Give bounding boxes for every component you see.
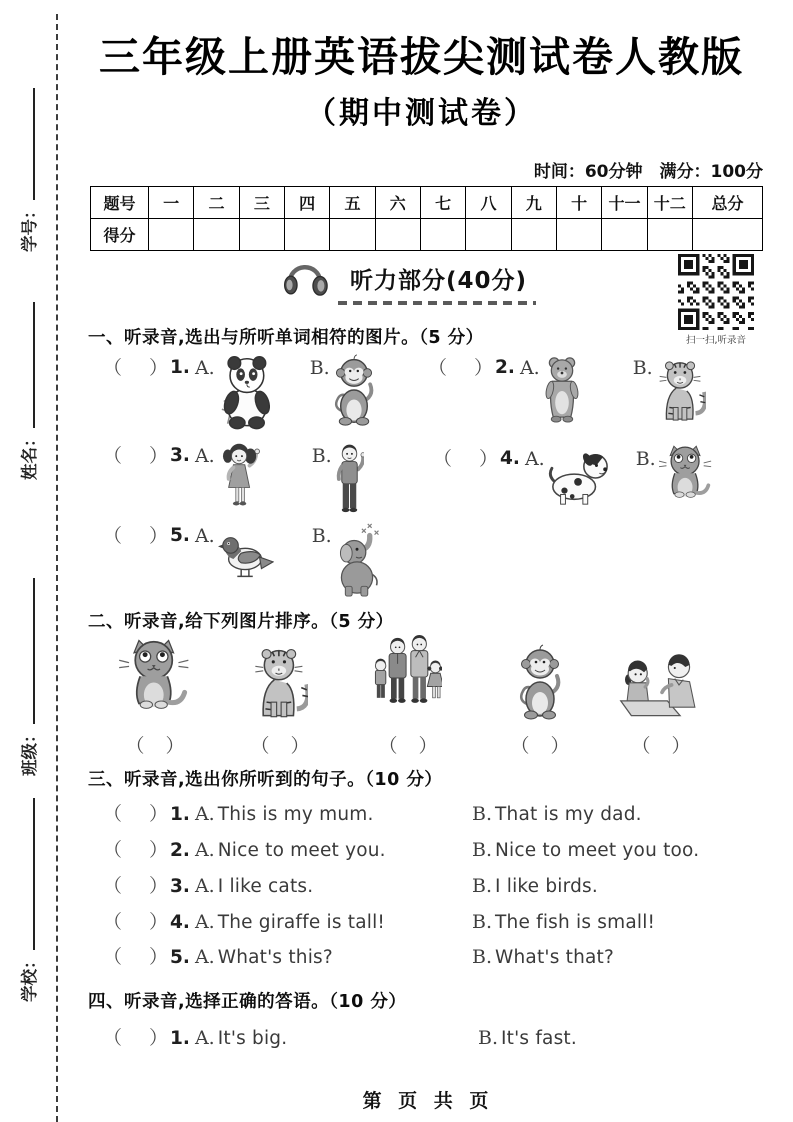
cat-image [115, 638, 195, 722]
question-item-2 [428, 352, 706, 423]
option-a-label: A. [519, 357, 540, 379]
sentence-item-5-a: （ ） 5. A. What's this? [103, 946, 333, 968]
sequence-figure-tiger [245, 640, 315, 758]
boy-image [335, 440, 364, 516]
answer-bracket-open: （ [428, 357, 448, 379]
score-col: 八 [466, 187, 511, 219]
score-cell [239, 219, 284, 251]
score-table [90, 186, 763, 251]
answer-bracket-close: ） [149, 357, 169, 379]
score-col: 十二 [647, 187, 692, 219]
section-2-title: 二、听录音,给下列图片排序。（5 分） [88, 612, 394, 632]
answer-bracket-open: （ [103, 525, 123, 547]
score-cell [149, 219, 194, 251]
score-col: 一 [149, 187, 194, 219]
reply-item-1-a: （ ） 1. A. It's big. [103, 1027, 288, 1049]
answer-bracket-close: ） [149, 445, 169, 467]
score-col: 二 [194, 187, 239, 219]
sequence-figure-talking-kids [615, 640, 707, 758]
panda-image [218, 352, 270, 430]
sentence-item-1-a: （ ） 1. A. This is my mum. [103, 803, 374, 825]
score-cell [375, 219, 420, 251]
monkey-image [333, 352, 375, 428]
sentence-item-4-b: B. The fish is small! [472, 911, 656, 933]
question-number: 3. [170, 445, 190, 466]
binding-dashed-line [56, 14, 58, 1122]
exam-meta: 时间：60分钟 满分：100分 [533, 162, 763, 182]
score-cell [420, 219, 465, 251]
score-cell [466, 219, 511, 251]
school-blank-line [33, 799, 35, 951]
student-name-field [16, 303, 40, 481]
score-table-score-row [91, 219, 763, 251]
answer-bracket-close: ） [149, 525, 169, 547]
listening-title-underline [338, 301, 536, 305]
question-number: 4. [500, 448, 520, 469]
sequence-figure-family [368, 640, 448, 758]
score-cell [330, 219, 375, 251]
score-col: 十 [556, 187, 601, 219]
option-a-label: A. [194, 445, 215, 467]
score-col: 四 [284, 187, 329, 219]
reply-item-1-b: B. It's fast. [478, 1027, 577, 1049]
question-item-5 [103, 520, 381, 598]
sequence-bracket: （ ） [510, 735, 570, 757]
score-col: 五 [330, 187, 375, 219]
option-b-label: B. [311, 525, 332, 547]
sentence-item-2-b: B. Nice to meet you too. [472, 839, 700, 861]
option-b-label: B. [309, 357, 330, 379]
sentence-item-3-b: B. I like birds. [472, 875, 598, 897]
score-row-label: 得分 [91, 219, 149, 251]
score-table-header-row [91, 187, 763, 219]
dog-image [548, 449, 610, 507]
cat-image [659, 443, 713, 509]
tiger-image [656, 357, 706, 423]
student-id-field [16, 89, 40, 253]
sequence-figure-cat [110, 640, 200, 758]
score-cell [284, 219, 329, 251]
option-b-label: B. [635, 448, 656, 470]
score-col: 六 [375, 187, 420, 219]
tiger-image [252, 642, 308, 722]
qr-code [676, 254, 756, 330]
score-cell [511, 219, 556, 251]
score-cell [647, 219, 692, 251]
school-field [16, 799, 40, 1003]
score-cell [194, 219, 239, 251]
page-number-footer: 第 页 共 页 [362, 1090, 489, 1112]
option-b-label: B. [311, 445, 332, 467]
section-1-title: 一、听录音,选出与所听单词相符的图片。（5 分） [88, 328, 484, 348]
sequence-bracket: （ ） [250, 735, 310, 757]
listening-section-title: 听力部分(40分) [350, 268, 528, 294]
class-field [16, 579, 40, 777]
answer-bracket-close: ） [479, 448, 499, 470]
section-4-title: 四、听录音,选择正确的答语。（10 分） [88, 992, 407, 1012]
sequence-bracket: （ ） [378, 735, 438, 757]
class-label: 班级： [20, 726, 39, 776]
option-a-label: A. [524, 448, 545, 470]
question-number: 2. [495, 357, 515, 378]
answer-bracket-open: （ [103, 445, 123, 467]
question-item-4 [433, 443, 713, 509]
student-name-blank-line [33, 303, 35, 429]
sequence-bracket: （ ） [125, 735, 185, 757]
school-label: 学校： [20, 952, 39, 1002]
score-col: 七 [420, 187, 465, 219]
bear-image [543, 355, 581, 423]
student-id-label: 学号： [20, 202, 39, 252]
bird-image [218, 532, 274, 584]
sentence-item-3-a: （ ） 3. A. I like cats. [103, 875, 314, 897]
score-col: 三 [239, 187, 284, 219]
score-header-label: 题号 [91, 187, 149, 219]
answer-bracket-close: ） [474, 357, 494, 379]
class-blank-line [33, 579, 35, 725]
sentence-item-4-a: （ ） 4. A. The giraffe is tall! [103, 911, 386, 933]
student-name-label: 姓名： [20, 430, 39, 480]
score-cell [556, 219, 601, 251]
score-cell-total [693, 219, 763, 251]
family-image [374, 634, 442, 722]
score-cell [602, 219, 647, 251]
score-col-total: 总分 [693, 187, 763, 219]
elephant-image [335, 520, 381, 598]
sentence-item-5-b: B. What's that? [472, 946, 615, 968]
sentence-item-1-b: B. That is my dad. [472, 803, 642, 825]
section-3-title: 三、听录音,选出你所听到的句子。（10 分） [88, 770, 443, 790]
answer-bracket-open: （ [433, 448, 453, 470]
sentence-item-2-a: （ ） 2. A. Nice to meet you. [103, 839, 386, 861]
question-item-1 [103, 352, 375, 430]
score-col: 十一 [602, 187, 647, 219]
answer-bracket-open: （ [103, 357, 123, 379]
question-item-3 [103, 440, 364, 516]
girl-image [218, 440, 264, 514]
question-number: 5. [170, 525, 190, 546]
option-a-label: A. [194, 357, 215, 379]
qr-caption: 扫一扫,听录音 [685, 335, 747, 346]
talking-kids-image [618, 650, 704, 722]
score-col: 九 [511, 187, 556, 219]
page-subtitle: （期中测试卷） [306, 96, 537, 131]
option-b-label: B. [632, 357, 653, 379]
page-title: 三年级上册英语拔尖测试卷人教版 [99, 33, 744, 81]
monkey-image [517, 642, 563, 722]
sequence-bracket: （ ） [631, 735, 691, 757]
sequence-figure-monkey [505, 640, 575, 758]
student-id-blank-line [33, 89, 35, 201]
headphones-icon [282, 256, 328, 298]
question-number: 1. [170, 357, 190, 378]
option-a-label: A. [194, 525, 215, 547]
